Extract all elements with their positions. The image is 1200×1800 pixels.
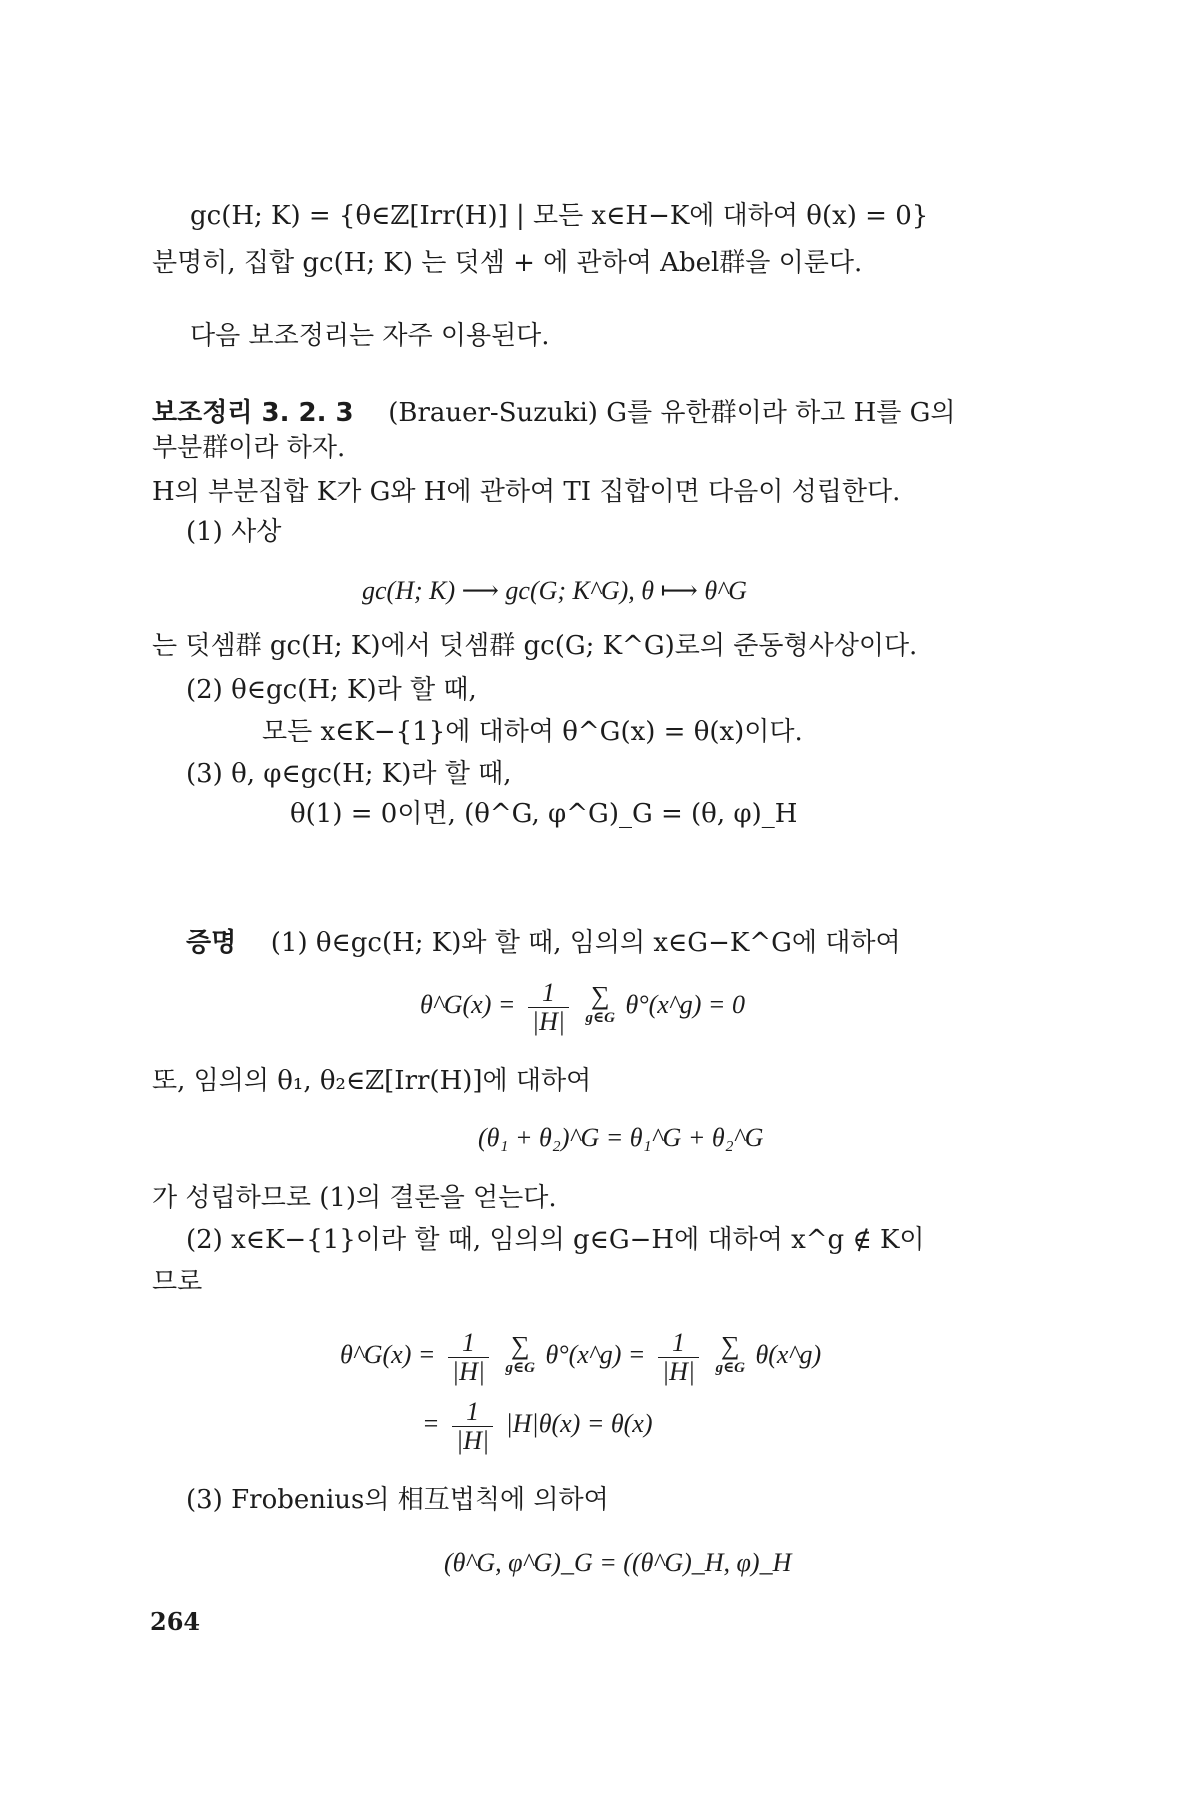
display-equation: (θ^G, φ^G)_G = ((θ^G)_H, φ)_H — [444, 1548, 792, 1577]
text-line: 는 덧셈群 gc(H; K)에서 덧셈群 gc(G; K^G)로의 준동형사상이다. — [152, 631, 918, 661]
definition-line: gc(H; K) = {θ∈ℤ[Irr(H)] | 모든 x∈H−K에 대하여 θ(x) = 0} — [190, 201, 929, 231]
text-line: (2) x∈K−{1}이라 할 때, 임의의 g∈G−H에 대하여 x^g ∉ K이 — [186, 1225, 925, 1255]
display-equation: θ^G(x) = $\frac{1}{|H|}$ ∑ g∈G θ°(x^g) = $\frac{1}{|H|}$ ∑ g∈G θ(x^g) — [340, 1327, 822, 1386]
text-line: (1) 사상 — [186, 517, 282, 547]
text-line: 부분群이라 하자. — [152, 433, 346, 463]
fraction: $\frac{1}{|H|}$ — [452, 1398, 493, 1455]
lemma-label: 보조정리 3. 2. 3 — [152, 398, 354, 428]
text-line: H의 부분집합 K가 G와 H에 관하여 TI 집합이면 다음이 성립한다. — [152, 477, 901, 507]
proof-statement: (1) θ∈gc(H; K)와 할 때, 임의의 x∈G−K^G에 대하여 — [270, 928, 901, 958]
summation: ∑ g∈G — [585, 981, 615, 1027]
page-number: 264 — [150, 1607, 201, 1636]
display-equation: = $\frac{1}{|H|}$ |H|θ(x) = θ(x) — [422, 1396, 653, 1455]
fraction: $\frac{1}{|H|}$ — [528, 979, 569, 1036]
lemma-statement: (Brauer-Suzuki) G를 유한群이라 하고 H를 G의 — [388, 398, 956, 428]
lemma-heading — [152, 395, 956, 431]
text-line: 모든 x∈K−{1}에 대하여 θ^G(x) = θ(x)이다. — [262, 717, 803, 747]
display-equation: (θ₁ + θ₂)^G = θ₁^G + θ₂^G — [478, 1123, 764, 1152]
text-line: (2) θ∈gc(H; K)라 할 때, — [186, 675, 477, 705]
fraction: $\frac{1}{|H|}$ — [448, 1329, 489, 1386]
summation: ∑ g∈G — [505, 1331, 535, 1377]
text-line: 가 성립하므로 (1)의 결론을 얻는다. — [152, 1183, 557, 1213]
proof-label: 증명 — [186, 928, 237, 958]
display-equation: gc(H; K) ⟶ gc(G; K^G), θ ⟼ θ^G — [362, 576, 747, 605]
text-line: 분명히, 집합 gc(H; K) 는 덧셈 + 에 관하여 Abel群을 이룬다. — [152, 248, 863, 278]
proof-heading — [186, 925, 901, 961]
text-line: (3) Frobenius의 相互법칙에 의하여 — [186, 1485, 609, 1515]
text-line: θ(1) = 0이면, (θ^G, φ^G)_G = (θ, φ)_H — [290, 799, 798, 829]
display-equation: θ^G(x) = $\frac{1}{|H|}$ ∑ g∈G θ°(x^g) = 0 — [420, 977, 745, 1036]
fraction: $\frac{1}{|H|}$ — [658, 1329, 699, 1386]
text-line: 또, 임의의 θ₁, θ₂∈ℤ[Irr(H)]에 대하여 — [152, 1066, 592, 1096]
text-line: (3) θ, φ∈gc(H; K)라 할 때, — [186, 759, 512, 789]
text-line: 다음 보조정리는 자주 이용된다. — [190, 321, 550, 351]
text-line: 므로 — [152, 1267, 203, 1297]
summation: ∑ g∈G — [715, 1331, 745, 1377]
